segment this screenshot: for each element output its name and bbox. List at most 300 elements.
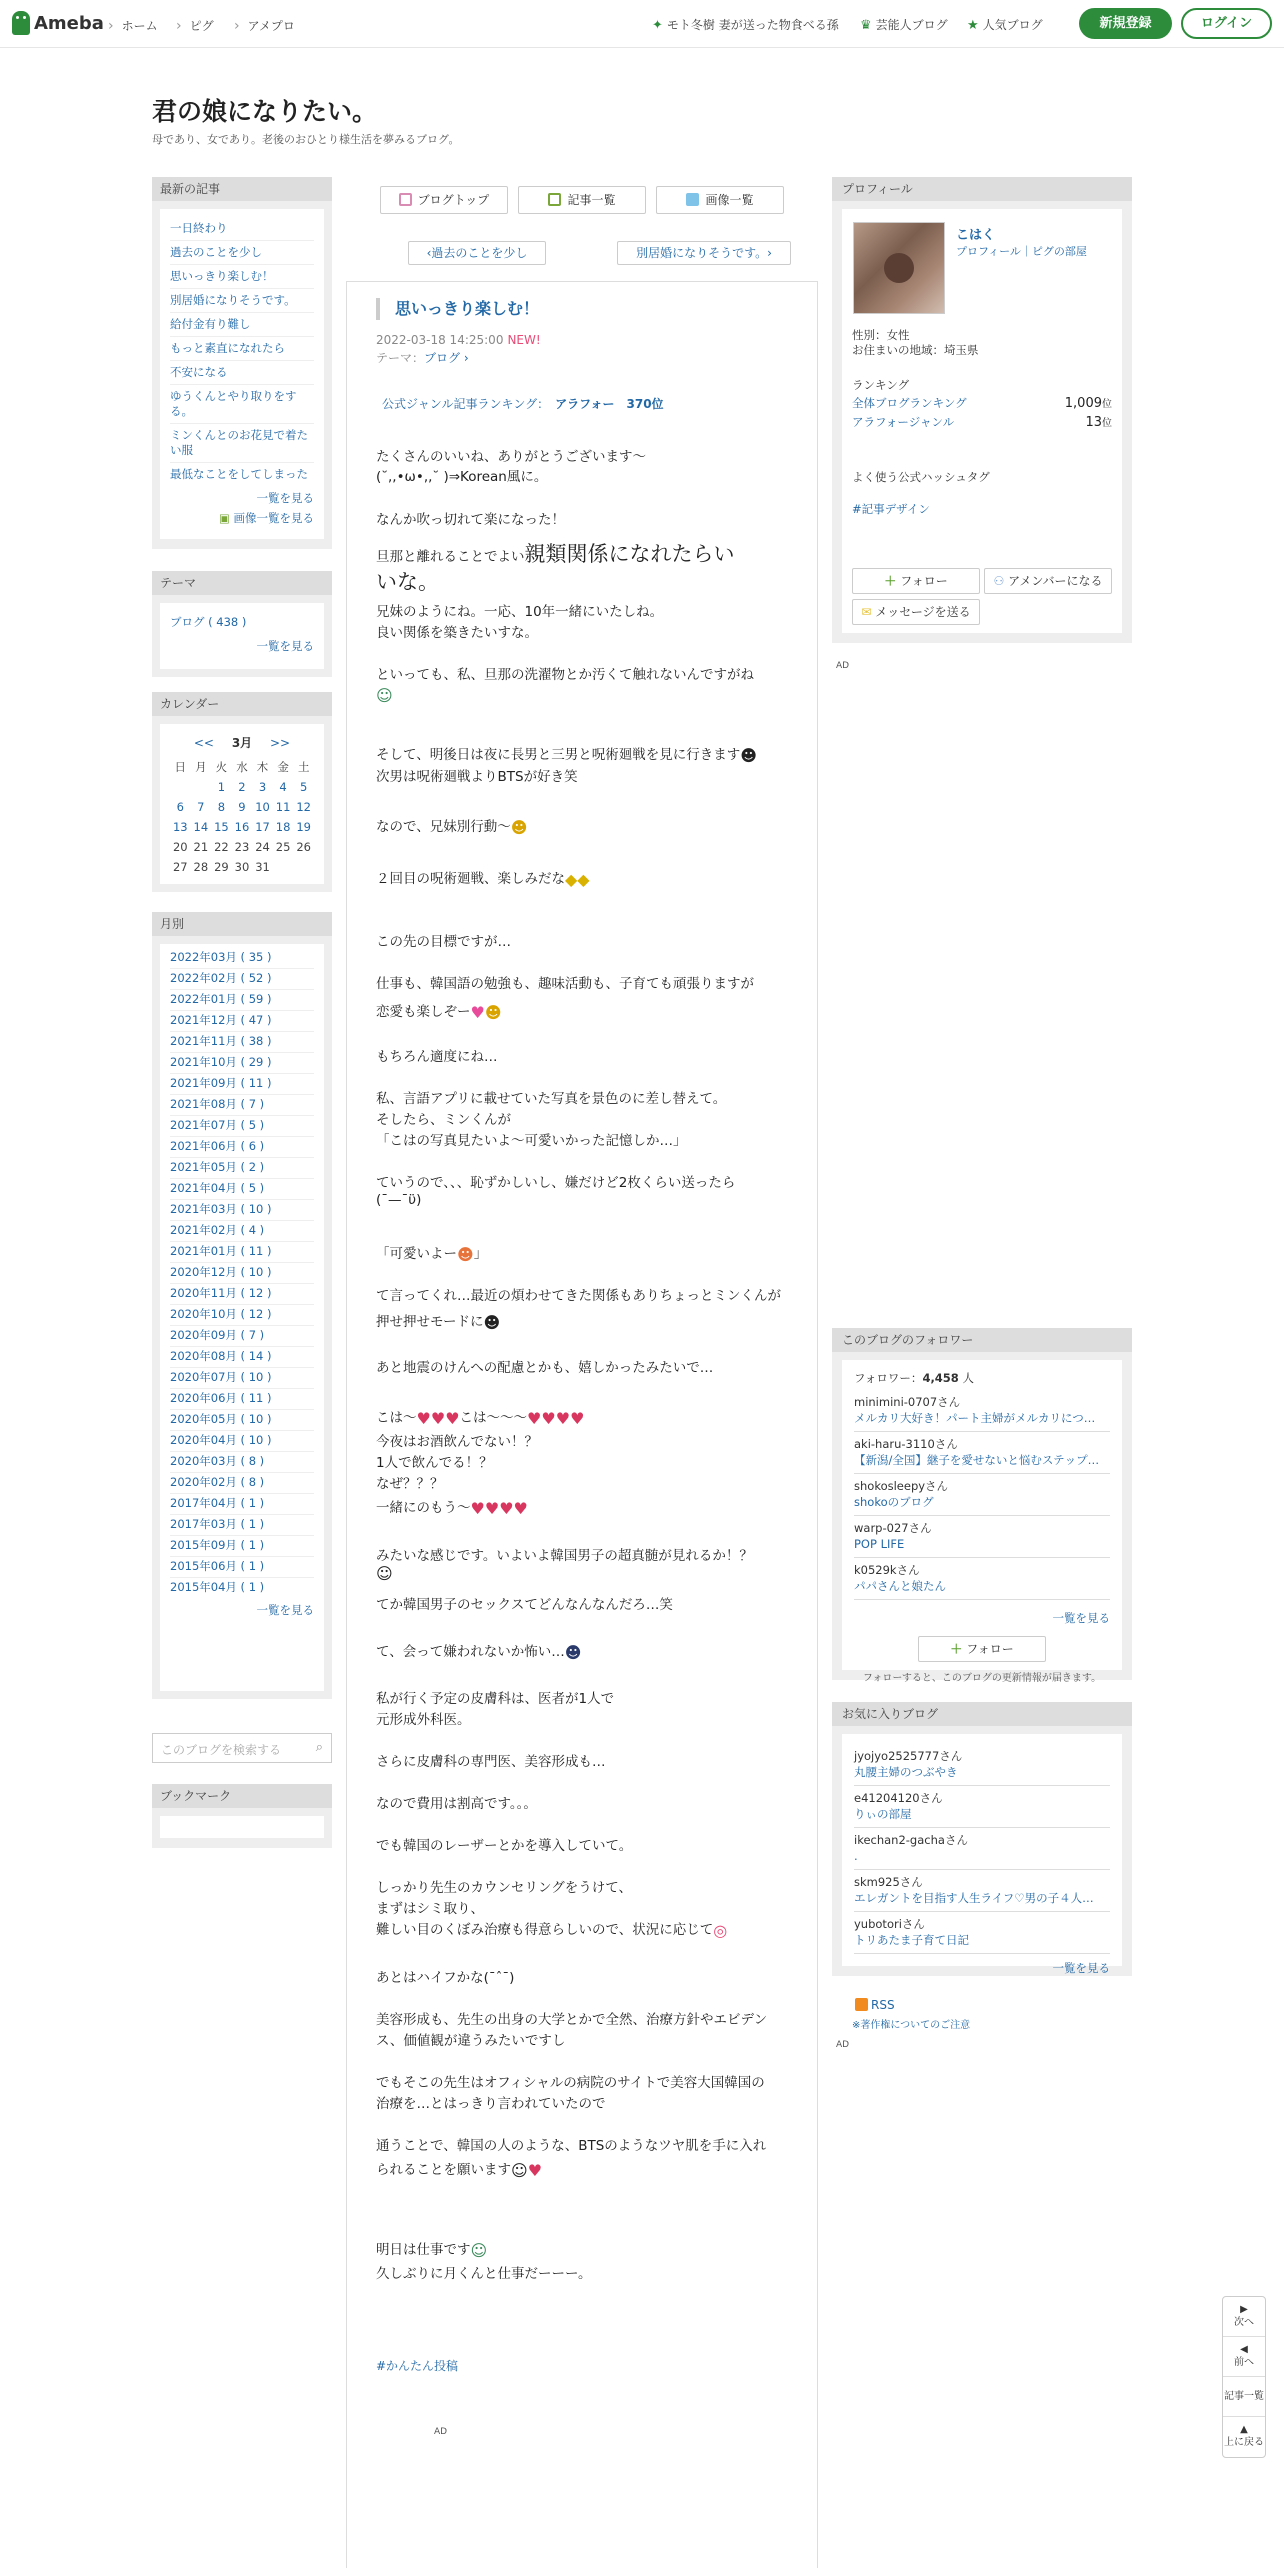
post-theme — [376, 349, 469, 366]
copyright-notice-link[interactable]: ※著作権についてのご注意 — [852, 2020, 971, 2031]
calendar-day: 21 — [193, 840, 209, 854]
prev-post-button[interactable] — [408, 241, 546, 265]
post-line: こは〜♥♥♥こは〜〜〜♥♥♥♥ — [376, 1408, 585, 1428]
calendar-day: 27 — [172, 860, 188, 874]
ad-label: AD — [434, 2427, 448, 2437]
monthly-archive-item[interactable]: 2021年04月 ( 5 ) — [170, 1179, 314, 1200]
recent-post-item[interactable]: もっと素直になれたら — [170, 337, 314, 361]
genre-ranking-row[interactable] — [852, 414, 1112, 430]
calendar-next-link[interactable]: >> — [270, 736, 291, 750]
post-line: 「可愛いよー☻」 — [376, 1244, 488, 1264]
image-list-link[interactable] — [170, 510, 314, 526]
calendar-day[interactable]: 6 — [176, 800, 184, 814]
blog-user-name[interactable]: yubotoriさん — [854, 1917, 925, 1931]
post-line: てか韓国男子のセックスてどんなんなんだろ…笑 — [376, 1597, 673, 1613]
monthly-archive-item[interactable]: 2021年01月 ( 11 ) — [170, 1242, 314, 1263]
calendar-header: カレンダー — [152, 692, 332, 716]
monthly-archive-item[interactable]: 2021年06月 ( 6 ) — [170, 1137, 314, 1158]
message-button[interactable] — [852, 599, 980, 625]
post-title[interactable]: 思いっきり楽しむ！ — [376, 298, 539, 320]
post-line — [376, 867, 590, 889]
new-badge: NEW! — [507, 333, 541, 347]
tab-article-list[interactable] — [518, 186, 646, 214]
rank-unit: 位 — [1102, 418, 1112, 429]
ad-label: AD — [836, 661, 850, 671]
nav-home-link[interactable]: › ホーム — [108, 17, 158, 34]
rss-label: RSS — [871, 1998, 895, 2012]
calendar-prev-link[interactable]: << — [193, 736, 214, 750]
recent-post-item[interactable]: ミンくんとのお花見で着たい服 — [170, 424, 314, 463]
calendar-day: 30 — [234, 860, 250, 874]
follower-count-label: フォロワー： — [854, 1371, 923, 1385]
post-line: 次男は呪術廻戦よりBTSが好き笑 — [376, 769, 578, 785]
plus-icon: ＋ — [884, 574, 897, 588]
tab-image-list-label: 画像一覧 — [705, 193, 754, 207]
monthly-archive-item[interactable]: 2021年02月 ( 4 ) — [170, 1221, 314, 1242]
calendar-day: 23 — [234, 840, 250, 854]
blog-name-link[interactable]: パパさんと娘たん — [854, 1579, 946, 1593]
post-line-part: 旦那と離れることでよい — [376, 549, 525, 565]
crown-icon: ♛ — [860, 18, 872, 33]
favorite-list — [854, 1744, 1110, 1954]
search-placeholder: このブログを検索する — [161, 1743, 282, 1757]
nav-pigg-link[interactable]: › ピグ — [176, 17, 214, 34]
blog-name-link[interactable]: りぃの部屋 — [854, 1807, 912, 1821]
hearts-emoji-icon: ♥♥♥ — [416, 1408, 460, 1428]
calendar-week — [170, 797, 314, 817]
recent-posts-list — [170, 217, 314, 486]
article-list-button[interactable] — [1223, 2377, 1265, 2417]
blog-user-name[interactable]: warp-027さん — [854, 1521, 932, 1535]
post-line: 私が行く予定の皮膚科は、医者が1人で — [376, 1691, 615, 1707]
calendar-day: 22 — [214, 840, 229, 854]
star-icon: ★ — [967, 18, 979, 33]
overall-ranking-row[interactable] — [852, 395, 1112, 411]
sparkle-icon: ✦ — [652, 18, 663, 33]
monthly-archive-item[interactable]: 2020年05月 ( 10 ) — [170, 1410, 314, 1431]
recent-post-item[interactable]: 一日終わり — [170, 217, 314, 241]
recent-post-item[interactable]: 不安になる — [170, 361, 314, 385]
post-line-part: られることを願います — [376, 2162, 511, 2178]
bookmark-header: ブックマーク — [152, 1784, 332, 1808]
monthly-archive-item[interactable]: 2020年04月 ( 10 ) — [170, 1431, 314, 1452]
post-line: この先の目標ですが… — [376, 934, 511, 950]
post-line: 治療を…とはっきり言われていたので — [376, 2096, 606, 2112]
nav-amepro-link[interactable]: › アメプロ — [234, 17, 295, 34]
calendar-week — [170, 837, 314, 857]
blog-name-link[interactable]: 丸腰主婦のつぶやき — [854, 1765, 958, 1779]
profile-avatar[interactable] — [853, 222, 945, 314]
post-line: まずはシミ取り、 — [376, 1901, 484, 1917]
post-line: 美容形成も、先生の出身の大学とかで全然、治療方針やエビデン — [376, 2012, 768, 2028]
calendar-day: 31 — [255, 860, 270, 874]
profile-name[interactable]: こはく — [956, 228, 996, 243]
calendar-month: 3月 — [231, 736, 253, 750]
calendar-day — [170, 777, 191, 797]
bookmark-box — [152, 1784, 332, 1848]
post-line — [376, 1310, 500, 1332]
post-line-part: 恋愛も楽しぞー — [376, 1004, 471, 1020]
follow-button-bottom[interactable] — [918, 1636, 1046, 1662]
rabbit-emoji-icon: ☺ — [511, 2160, 528, 2180]
chevron-left-icon: ‹ — [426, 246, 432, 260]
post-line: なんか吹っ切れて楽になった！ — [376, 512, 565, 528]
recent-posts-box — [152, 177, 332, 549]
post-theme-link[interactable]: ブログ — [424, 351, 461, 365]
next-post-button[interactable] — [617, 241, 791, 265]
amember-label: アメンバーになる — [1008, 574, 1103, 588]
plus-icon: ＋ — [950, 1642, 963, 1656]
monthly-archive-item[interactable]: 2022年02月 ( 52 ) — [170, 969, 314, 990]
blog-top-icon — [399, 193, 412, 206]
monthly-archive-item[interactable]: 2021年03月 ( 10 ) — [170, 1200, 314, 1221]
heart-emoji-icon: ♥ — [470, 1002, 485, 1022]
monthly-archive-item[interactable]: 2017年04月 ( 1 ) — [170, 1494, 314, 1515]
post-line — [376, 1918, 727, 1940]
nav-celebrity-label: 芸能人ブログ — [875, 18, 948, 32]
back-icon: ◀ — [1240, 2344, 1248, 2355]
calendar-day[interactable]: 11 — [275, 800, 291, 814]
followers-box — [832, 1328, 1132, 1684]
recent-post-item[interactable]: 別居婚になりそうです。 — [170, 289, 314, 313]
calendar-day: 29 — [214, 860, 229, 874]
blog-list-item — [854, 1516, 1110, 1558]
message-label: メッセージを送る — [875, 605, 971, 619]
followers-header: このブログのフォロワー — [832, 1328, 1132, 1352]
blog-list-item — [854, 1870, 1110, 1912]
calendar-day — [273, 857, 294, 877]
search-icon[interactable]: ⌕ — [315, 1740, 323, 1755]
nav-popular-label: 人気ブログ — [982, 18, 1043, 32]
calendar-day[interactable]: 19 — [296, 820, 311, 834]
recent-post-item[interactable]: 最低なことをしてしまった — [170, 467, 308, 481]
genre-ranking[interactable] — [382, 395, 664, 412]
profile-gender: 性別：女性 — [852, 328, 910, 342]
post-line: でもそこの先生はオフィシャルの病院のサイトで美容大国韓国の — [376, 2075, 765, 2091]
blog-name-link[interactable]: shokoのブログ — [854, 1495, 934, 1509]
profile-links[interactable]: プロフィール｜ピグの部屋 — [956, 245, 1087, 258]
calendar-day — [293, 857, 314, 877]
tab-blog-top[interactable] — [380, 186, 508, 214]
calendar-day: 26 — [296, 840, 311, 854]
post-line — [376, 2238, 487, 2260]
tab-article-list-label: 記事一覧 — [567, 193, 616, 207]
monthly-archive-item[interactable]: 2022年01月 ( 59 ) — [170, 990, 314, 1011]
rank-unit: 位 — [1102, 399, 1112, 410]
monthly-archive-item[interactable]: 2021年12月 ( 47 ) — [170, 1011, 314, 1032]
calendar-day[interactable]: 9 — [238, 800, 246, 814]
blog-list-item — [854, 1432, 1110, 1474]
monthly-archive-item[interactable]: 2022年03月 ( 35 ) — [170, 948, 314, 969]
calendar-day[interactable]: 18 — [275, 820, 291, 834]
image-list-label: 画像一覧を見る — [233, 511, 314, 525]
monthly-archive-item[interactable]: 2020年08月 ( 14 ) — [170, 1347, 314, 1368]
image-list-icon — [686, 193, 699, 206]
theme-more-link[interactable]: 一覧を見る — [256, 639, 314, 653]
calendar-box — [152, 692, 332, 892]
follow-label: フォロー — [900, 574, 948, 588]
calendar-day[interactable]: 10 — [255, 800, 270, 814]
tickets-emoji-icon: ◆◆ — [565, 869, 590, 889]
post-date — [376, 333, 541, 347]
calendar-day — [191, 777, 212, 797]
post-line-part: 明日は仕事です — [376, 2242, 471, 2258]
post-line — [376, 743, 757, 765]
calendar-week — [170, 817, 314, 837]
register-button[interactable]: 新規登録 — [1079, 8, 1172, 39]
post-line: たくさんのいいね、ありがとうございます〜 — [376, 449, 646, 465]
post-line — [376, 2158, 542, 2180]
calendar-weekday: 水 — [236, 760, 248, 774]
blog-description: 母であり、女であり。老後のおひとり様生活を夢みるブログ。 — [152, 133, 460, 146]
recent-post-item[interactable]: 給付金有り難し — [170, 313, 314, 337]
up-arrow-icon: ▲ — [1240, 2424, 1248, 2435]
monthly-archive-item[interactable]: 2020年10月 ( 12 ) — [170, 1305, 314, 1326]
post-line: (¯—¯ϋ) — [376, 1192, 422, 1208]
monthly-archive-item[interactable]: 2015年06月 ( 1 ) — [170, 1557, 314, 1578]
next-article-button[interactable] — [1223, 2297, 1265, 2337]
calendar-day[interactable]: 16 — [234, 820, 250, 834]
chevron-right-icon: › — [767, 246, 772, 260]
recent-posts-header: 最新の記事 — [152, 177, 332, 201]
prev-article-label: 前へ — [1234, 2357, 1254, 2368]
ranking-label: 公式ジャンル記事ランキング： — [382, 397, 550, 411]
calendar-week — [170, 777, 314, 797]
post-hashtag-link[interactable]: #かんたん投稿 — [376, 2359, 459, 2373]
image-icon: ▣ — [218, 511, 230, 525]
character-emoji-icon: ☻ — [510, 817, 528, 837]
blog-user-name[interactable]: minimini-0707さん — [854, 1395, 961, 1409]
tab-blog-top-label: ブログトップ — [417, 193, 490, 207]
blog-list-item — [854, 1912, 1110, 1954]
blog-name-link[interactable]: 【新潟/全国】継子を愛せないと悩むステップ… — [854, 1453, 1100, 1467]
ameba-logo-text: Ameba — [34, 12, 104, 34]
blog-user-name[interactable]: jyojyo2525777さん — [854, 1749, 963, 1763]
rabbit-emoji-icon: ☺ — [376, 1564, 393, 1583]
blog-user-name[interactable]: skm925さん — [854, 1875, 923, 1889]
rss-icon — [855, 1998, 868, 2011]
calendar-day[interactable]: 2 — [238, 780, 246, 794]
calendar-day[interactable]: 14 — [193, 820, 209, 834]
calendar-day[interactable]: 7 — [197, 800, 205, 814]
post-line: なので費用は割高です。。。 — [376, 1796, 537, 1812]
calendar-day[interactable]: 17 — [255, 820, 270, 834]
calendar-day[interactable]: 12 — [296, 800, 311, 814]
post-line: 久しぶりに月くんと仕事だーーー。 — [376, 2266, 592, 2282]
calendar-weekdays — [170, 757, 314, 777]
monthly-archive-item[interactable]: 2020年12月 ( 10 ) — [170, 1263, 314, 1284]
monthly-archive-item[interactable]: 2021年07月 ( 5 ) — [170, 1116, 314, 1137]
ameba-logo[interactable] — [12, 11, 104, 35]
post-line: 私、言語アプリに載せていた写真を景色のに差し替えて。 — [376, 1091, 727, 1107]
post-line: 兄妹のようにね。一応、10年一緒にいたしね。 — [376, 604, 664, 620]
double-circle-icon: ◎ — [713, 1920, 728, 1940]
calendar-day[interactable]: 15 — [214, 820, 229, 834]
rss-link[interactable] — [855, 1998, 895, 2012]
blog-list-item — [854, 1558, 1110, 1600]
blog-list-item — [854, 1474, 1110, 1516]
blog-search-input[interactable] — [152, 1733, 332, 1763]
calendar-day[interactable]: 8 — [217, 800, 226, 814]
blog-user-name[interactable]: shokosleepyさん — [854, 1479, 949, 1493]
article-list-label: 記事一覧 — [1224, 2391, 1264, 2402]
recent-post-item[interactable]: 過去のことを少し — [170, 241, 314, 265]
monthly-archive-item[interactable]: 2021年05月 ( 2 ) — [170, 1158, 314, 1179]
profile-location: お住まいの地域：埼玉県 — [852, 343, 979, 357]
tab-image-list[interactable] — [656, 186, 784, 214]
prev-article-button[interactable] — [1223, 2337, 1265, 2377]
post-line: ス、価値観が違うみたいですし — [376, 2033, 566, 2049]
monthly-header: 月別 — [152, 912, 332, 936]
follow-button[interactable] — [852, 568, 980, 594]
nav-trending-label: モト冬樹 妻が送った物食べる孫 — [666, 18, 839, 32]
nav-trending-link[interactable] — [652, 16, 839, 33]
post-line: いな。 — [376, 570, 439, 594]
monthly-archive-item[interactable]: 2015年04月 ( 1 ) — [170, 1580, 265, 1594]
monthly-archive-item[interactable]: 2020年07月 ( 10 ) — [170, 1368, 314, 1389]
login-button[interactable]: ログイン — [1181, 8, 1272, 39]
calendar-day[interactable]: 3 — [258, 780, 267, 794]
blog-user-name[interactable]: aki-haru-3110さん — [854, 1437, 958, 1451]
calendar-weekday: 火 — [215, 760, 228, 774]
monthly-archive-item[interactable]: 2021年11月 ( 38 ) — [170, 1032, 314, 1053]
floating-nav — [1222, 2296, 1266, 2458]
favorites-box — [832, 1702, 1132, 1976]
monthly-list — [170, 948, 314, 1598]
next-post-label: 別居婚になりそうです。 — [636, 246, 768, 260]
monthly-archive-item[interactable]: 2020年02月 ( 8 ) — [170, 1473, 314, 1494]
post-line-part: なので、兄妹別行動〜 — [376, 819, 511, 835]
blog-name-link[interactable]: POP LIFE — [854, 1537, 905, 1551]
recent-post-item[interactable]: 思いっきり楽しむ！ — [170, 265, 314, 289]
blog-list-item — [854, 1744, 1110, 1786]
overall-ranking-value: 1,009 — [1064, 396, 1102, 411]
calendar-day[interactable]: 13 — [172, 820, 188, 834]
amember-button[interactable] — [984, 568, 1112, 594]
post-line: さらに皮膚科の専門医、美容形成も… — [376, 1754, 606, 1770]
calendar-weekday: 木 — [256, 760, 269, 774]
calendar-day[interactable]: 4 — [279, 780, 287, 794]
blog-name-link[interactable]: . — [854, 1849, 858, 1863]
post-line-part: 一緒にのもう〜 — [376, 1500, 471, 1516]
profile-hashtag-link[interactable]: #記事デザイン — [852, 502, 930, 516]
monthly-archive-item[interactable]: 2021年10月 ( 29 ) — [170, 1053, 314, 1074]
nav-popular-blog-link[interactable] — [967, 16, 1043, 33]
blog-user-name[interactable]: e41204120さん — [854, 1791, 943, 1805]
post-line: もちろん適度にね… — [376, 1049, 498, 1065]
calendar-day: 20 — [172, 840, 188, 854]
blog-name-link[interactable]: トリあたま子育て日記 — [854, 1933, 969, 1947]
monthly-archive-item[interactable]: 2020年03月 ( 8 ) — [170, 1452, 314, 1473]
post-line-part: 押せ押せモードに — [376, 1314, 484, 1330]
face-emoji-icon: ☻ — [457, 1244, 474, 1264]
envelope-icon: ✉ — [861, 605, 876, 619]
frog-emoji-icon: ☺ — [376, 686, 393, 705]
genre-ranking-label: アラフォージャンル — [852, 415, 955, 429]
next-article-label: 次へ — [1234, 2317, 1254, 2328]
post-line — [376, 1640, 581, 1662]
post-line: 1人で飲んでる！？ — [376, 1455, 493, 1471]
post-line — [376, 538, 735, 568]
blog-user-name[interactable]: ikechan2-gachaさん — [854, 1833, 968, 1847]
blog-name-link[interactable]: エレガントを目指す人生ライフ♡男の子４人… — [854, 1891, 1094, 1905]
blog-name-link[interactable]: メルカリ大好き！パート主婦がメルカリにつ… — [854, 1411, 1096, 1425]
monthly-archive-item[interactable]: 2015年09月 ( 1 ) — [170, 1536, 314, 1557]
member-icon: ⚇ — [993, 574, 1009, 588]
calendar-day[interactable]: 1 — [217, 780, 226, 794]
frog-emoji-icon: ☺ — [470, 2240, 488, 2260]
follower-list — [854, 1390, 1110, 1600]
theme-item-blog[interactable]: ブログ ( 438 ) — [170, 615, 247, 629]
back-to-top-button[interactable] — [1223, 2417, 1265, 2457]
post-line: みたいな感じです。いよいよ韓国男子の超真髄が見れるか！？ — [376, 1548, 753, 1564]
hearts-emoji-icon: ♥ — [527, 2160, 543, 2180]
post-line: でも韓国のレーザーとかを導入していて。 — [376, 1838, 633, 1854]
chevron-right-icon: › — [460, 351, 469, 365]
calendar-day: 25 — [275, 840, 291, 854]
face-emoji-icon: ☻ — [564, 1642, 582, 1662]
blog-user-name[interactable]: k0529kさん — [854, 1563, 920, 1577]
monthly-archive-item[interactable]: 2017年03月 ( 1 ) — [170, 1515, 314, 1536]
overall-ranking-label: 全体ブログランキング — [852, 396, 967, 410]
blog-title[interactable]: 君の娘になりたい。 — [152, 97, 378, 126]
ad-label: AD — [836, 2040, 850, 2050]
calendar-week — [170, 857, 314, 877]
article-list-icon — [548, 193, 561, 206]
monthly-archive-item[interactable]: 2020年11月 ( 12 ) — [170, 1284, 314, 1305]
post-line: 通うことで、韓国の人のような、BTSのようなツヤ肌を手に入れ — [376, 2138, 767, 2154]
monthly-archive-item[interactable]: 2021年09月 ( 11 ) — [170, 1074, 314, 1095]
hearts-emoji-icon: ♥♥♥♥ — [527, 1408, 585, 1428]
calendar-day[interactable]: 5 — [300, 780, 308, 794]
follower-count-value: 4,458 — [922, 1371, 959, 1385]
nav-celebrity-blog-link[interactable] — [860, 16, 948, 33]
monthly-archive-item[interactable]: 2020年09月 ( 7 ) — [170, 1326, 314, 1347]
monthly-archive-item[interactable]: 2020年06月 ( 11 ) — [170, 1389, 314, 1410]
post-line: なぜ？？？ — [376, 1476, 444, 1492]
monthly-archive-item[interactable]: 2021年08月 ( 7 ) — [170, 1095, 314, 1116]
post-line: あとはハイフかな(¯ˆ¯) — [376, 1970, 515, 1986]
post-line-part: そして、明後日は夜に長男と三男と呪術廻戦を見に行きます — [376, 747, 741, 763]
calendar-weekday: 土 — [297, 760, 310, 774]
genre-ranking-value: 13 — [1085, 415, 1102, 430]
calendar-day: 28 — [193, 860, 209, 874]
calendar-weekday: 日 — [174, 760, 187, 774]
play-icon: ▶ — [1240, 2304, 1248, 2315]
top-nav — [0, 0, 1284, 48]
post-line: て言ってくれ…最近の煩わせてきた関係もありちょっとミンくんが — [376, 1288, 781, 1304]
post-line: そしたら、ミンくんが — [376, 1112, 511, 1128]
post-line-emphasis: 親類関係になれたらい — [524, 542, 735, 566]
prev-post-label: 過去のことを少し — [431, 246, 528, 260]
theme-header: テーマ — [152, 571, 332, 595]
post-line-part: 「可愛いよー — [376, 1246, 457, 1262]
post-line: しっかり先生のカウンセリングをうけて、 — [376, 1880, 632, 1896]
recent-more-link[interactable]: 一覧を見る — [256, 491, 314, 505]
post-line-part: て、会って嫌われないか怖い… — [376, 1644, 565, 1660]
blog-list-item — [854, 1828, 1110, 1870]
post-line — [376, 1564, 393, 1583]
follower-count — [854, 1370, 1110, 1390]
monthly-more-link[interactable]: 一覧を見る — [256, 1603, 314, 1617]
favorites-more-link[interactable]: 一覧を見る — [1052, 1961, 1110, 1975]
followers-more-link[interactable]: 一覧を見る — [1052, 1611, 1110, 1625]
post-line: 「こはの写真見たいよ〜可愛いかった記憶しか…」 — [376, 1133, 687, 1149]
character-emoji-icon: ☻ — [483, 1312, 501, 1332]
recent-post-item[interactable]: ゆうくんとやり取りをする。 — [170, 385, 314, 424]
blog-list-item — [854, 1390, 1110, 1432]
theme-box — [152, 571, 332, 677]
